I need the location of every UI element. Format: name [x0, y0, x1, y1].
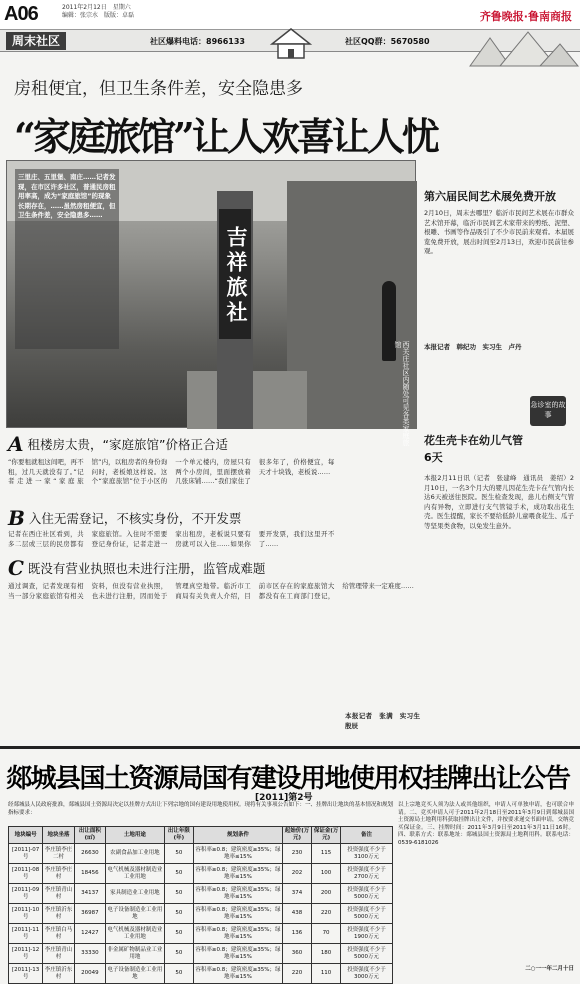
- land-table: [8, 826, 393, 984]
- art-exhibit-byline: 本报记者 韩纪功 实习生 卢丹: [424, 343, 522, 351]
- art-exhibit-body: 2月10日，周末去哪里？临沂市民间艺术展在市群众艺术馆开幕，临沂市民间艺术家带来的剪纸、泥塑、根雕、书画等作品吸引了不少市民前来观看。本届展览免费开放，展出时间至2月13日，欢迎市民前往参观。: [424, 209, 574, 255]
- article-subtitle: 房租便宜，但卫生条件差，安全隐患多: [14, 79, 303, 99]
- table-row: [2011]-10号 李庄镇沂东村 36987 电子设备制造业工业用地 50 容积率≥0.8；建筑密度≥35%；绿地率≤15% 438 220 投资强度不少于5000万元: [9, 904, 393, 924]
- table-row: [2011]-08号 李庄镇李庄村 18456 电气机械及器材制造业工业用地 50 容积率≥0.8；建筑密度≥35%；绿地率≤15% 202 100 投资强度不少于2700万元: [9, 864, 393, 884]
- qq-group: 社区QQ群：5670580: [345, 37, 430, 46]
- page-number: A06: [4, 3, 38, 25]
- notice-number: [2011]第2号: [255, 793, 313, 803]
- hotel-sign: 吉祥旅社: [219, 209, 251, 339]
- rooftops-icon: [470, 30, 578, 66]
- table-row: [2011]-12号 李庄镇青山村 33330 非金属矿物制品业工业用地 50 容积率≥0.8；建筑密度≥35%；绿地率≤15% 360 180 投资强度不少于5000万元: [9, 944, 393, 964]
- photo-caption: 西关庄社区内随处可见各类家庭旅馆: [394, 341, 410, 446]
- notice-title: 郯城县国土资源局国有建设用地使用权挂牌出让公告: [6, 764, 570, 794]
- section-b-heading: B入住无需登记，不核实身份，不开发票: [8, 506, 242, 530]
- section-a-heading: A租楼房太贵，“家庭旅馆”价格正合适: [8, 432, 228, 456]
- notice-intro: 经郯城县人民政府批准，郯城县国土资源局决定以挂牌方式出让下列宗地的国有建设用地使用权。现将有关事项公告如下：一、挂牌出让地块的基本情况和规划指标要求：: [8, 802, 394, 816]
- article-byline: 本报记者 张满 实习生 殷辰: [345, 712, 427, 730]
- table-row: [2011]-11号 李庄镇白马村 12427 电气机械及器材制造业工业用地 50 容积率≥0.8；建筑密度≥35%；绿地率≤15% 136 70 投资强度不少于1900万元: [9, 924, 393, 944]
- section-a-body: “你要租就租这间吧，再不租，过几天就没有了。”记者走进一家“家庭旅馆”内，以租房者的身份询问时，老板娘这样说。这个“家庭旅馆”位于小区的一个单元楼内，房屋只有两个小房间，里面摆放着几张床铺……“我们家住了很多年了，价格便宜，每天才十块钱，老板说……: [8, 458, 335, 485]
- table-row: [2011]-09号 李庄镇青山村 34137 家具制造业工业用地 50 容积率≥0.8；建筑密度≥35%；绿地率≤15% 374 200 投资强度不少于5000万元: [9, 884, 393, 904]
- notice-terms: [398, 802, 574, 974]
- table-row: [2011]-07号 李庄镇李庄二村 26630 农副食品加工业用地 50 容积率≥0.8；建筑密度≥35%；绿地率≤15% 230 115 投资强度不少于3100万元: [9, 844, 393, 864]
- hotline: 社区爆料电话：8966133: [150, 37, 245, 46]
- editor-credit: 编辑：张宗水 版版：卓磊: [62, 12, 135, 19]
- section-divider: [0, 746, 580, 749]
- notice-date: 二○一一年二月十日: [525, 966, 574, 972]
- peanut-body: 本报2月11日讯（记者 张建峰 通讯员 姜绍）2月10日，一名3个月大的婴儿因花生壳卡在气管内长达6天被送往医院。医生检查发现，患儿右侧支气管内有异物，立即进行支气管镜手术，成功取出花生壳。医生提醒，家长不要给低龄儿童喂食花生、瓜子等坚果类食物，以免发生意外。: [424, 474, 574, 530]
- issue-date: 2011年2月12日 星期六: [62, 4, 131, 11]
- art-exhibit-headline: 第六届民间艺术展免费开放: [424, 190, 556, 203]
- section-b-body: 记者在西庄社区看到，共多二层或三层的民房都有家庭旅馆。入住时不需要登记身份证，记者走进一家出租房，老板说只要有房就可以入住……如果你要开发票，我们这里开不了……: [8, 530, 335, 548]
- article-headline: “家庭旅馆”让人欢喜让人忧: [14, 114, 437, 159]
- section-title: 周末社区: [6, 32, 66, 50]
- house-icon: [268, 26, 314, 60]
- header-meta: [62, 4, 134, 20]
- column-kicker: 急诊室的故事: [530, 396, 566, 426]
- table-header-row: 地块编号 地块坐落 出让面积(㎡) 土地用途 出让年限(年) 规划条件 起始价(万元) 保证金(万元) 备注: [9, 827, 393, 844]
- section-c-heading: C既没有营业执照也未进行注册，监管成难题: [8, 556, 266, 580]
- table-row: [2011]-13号 李庄镇沂东村 20049 电子设备制造业工业用地 50 容积率≥0.8；建筑密度≥35%；绿地率≤15% 220 110 投资强度不少于3000万元: [9, 964, 393, 984]
- section-c-body: 通过调查，记者发现有相当一部分家庭旅馆有相关资料，但没有营业执照，也未进行注册，因而处于管理真空地带。临沂市工商局有关负责人介绍，目前市区存在的家庭旅馆大都没有在工商部门登记，给管理带来一定难度……: [8, 582, 414, 600]
- notice-terms-text: 以上宗地竞买人须为法人或其他组织，申请人可单独申请，也可联合申请。二、竞买申请人可于2011年2月18日至2011年3月9日到郯城县国土资源局土地利用科获取挂牌出让文件，并按要求递交书面申请，交纳竞买保证金。三、挂牌时间：2011年3月9日至2011年3月11日16时。四、联系方式：联系地址：郯城县国土资源局土地利用科。联系电话：0539-6181026: [398, 802, 575, 846]
- newspaper-brand: 齐鲁晚报·鲁南商报: [479, 10, 572, 23]
- peanut-headline: 花生壳卡在幼儿气管6天: [424, 434, 523, 464]
- article-lead: 三里庄、五里堡、南庄……记者发现，在市区许多社区，普通民房租用率高，成为“家庭旅馆”的现象长期存在，……虽然房租便宜，但卫生条件差，安全隐患多……: [15, 169, 119, 349]
